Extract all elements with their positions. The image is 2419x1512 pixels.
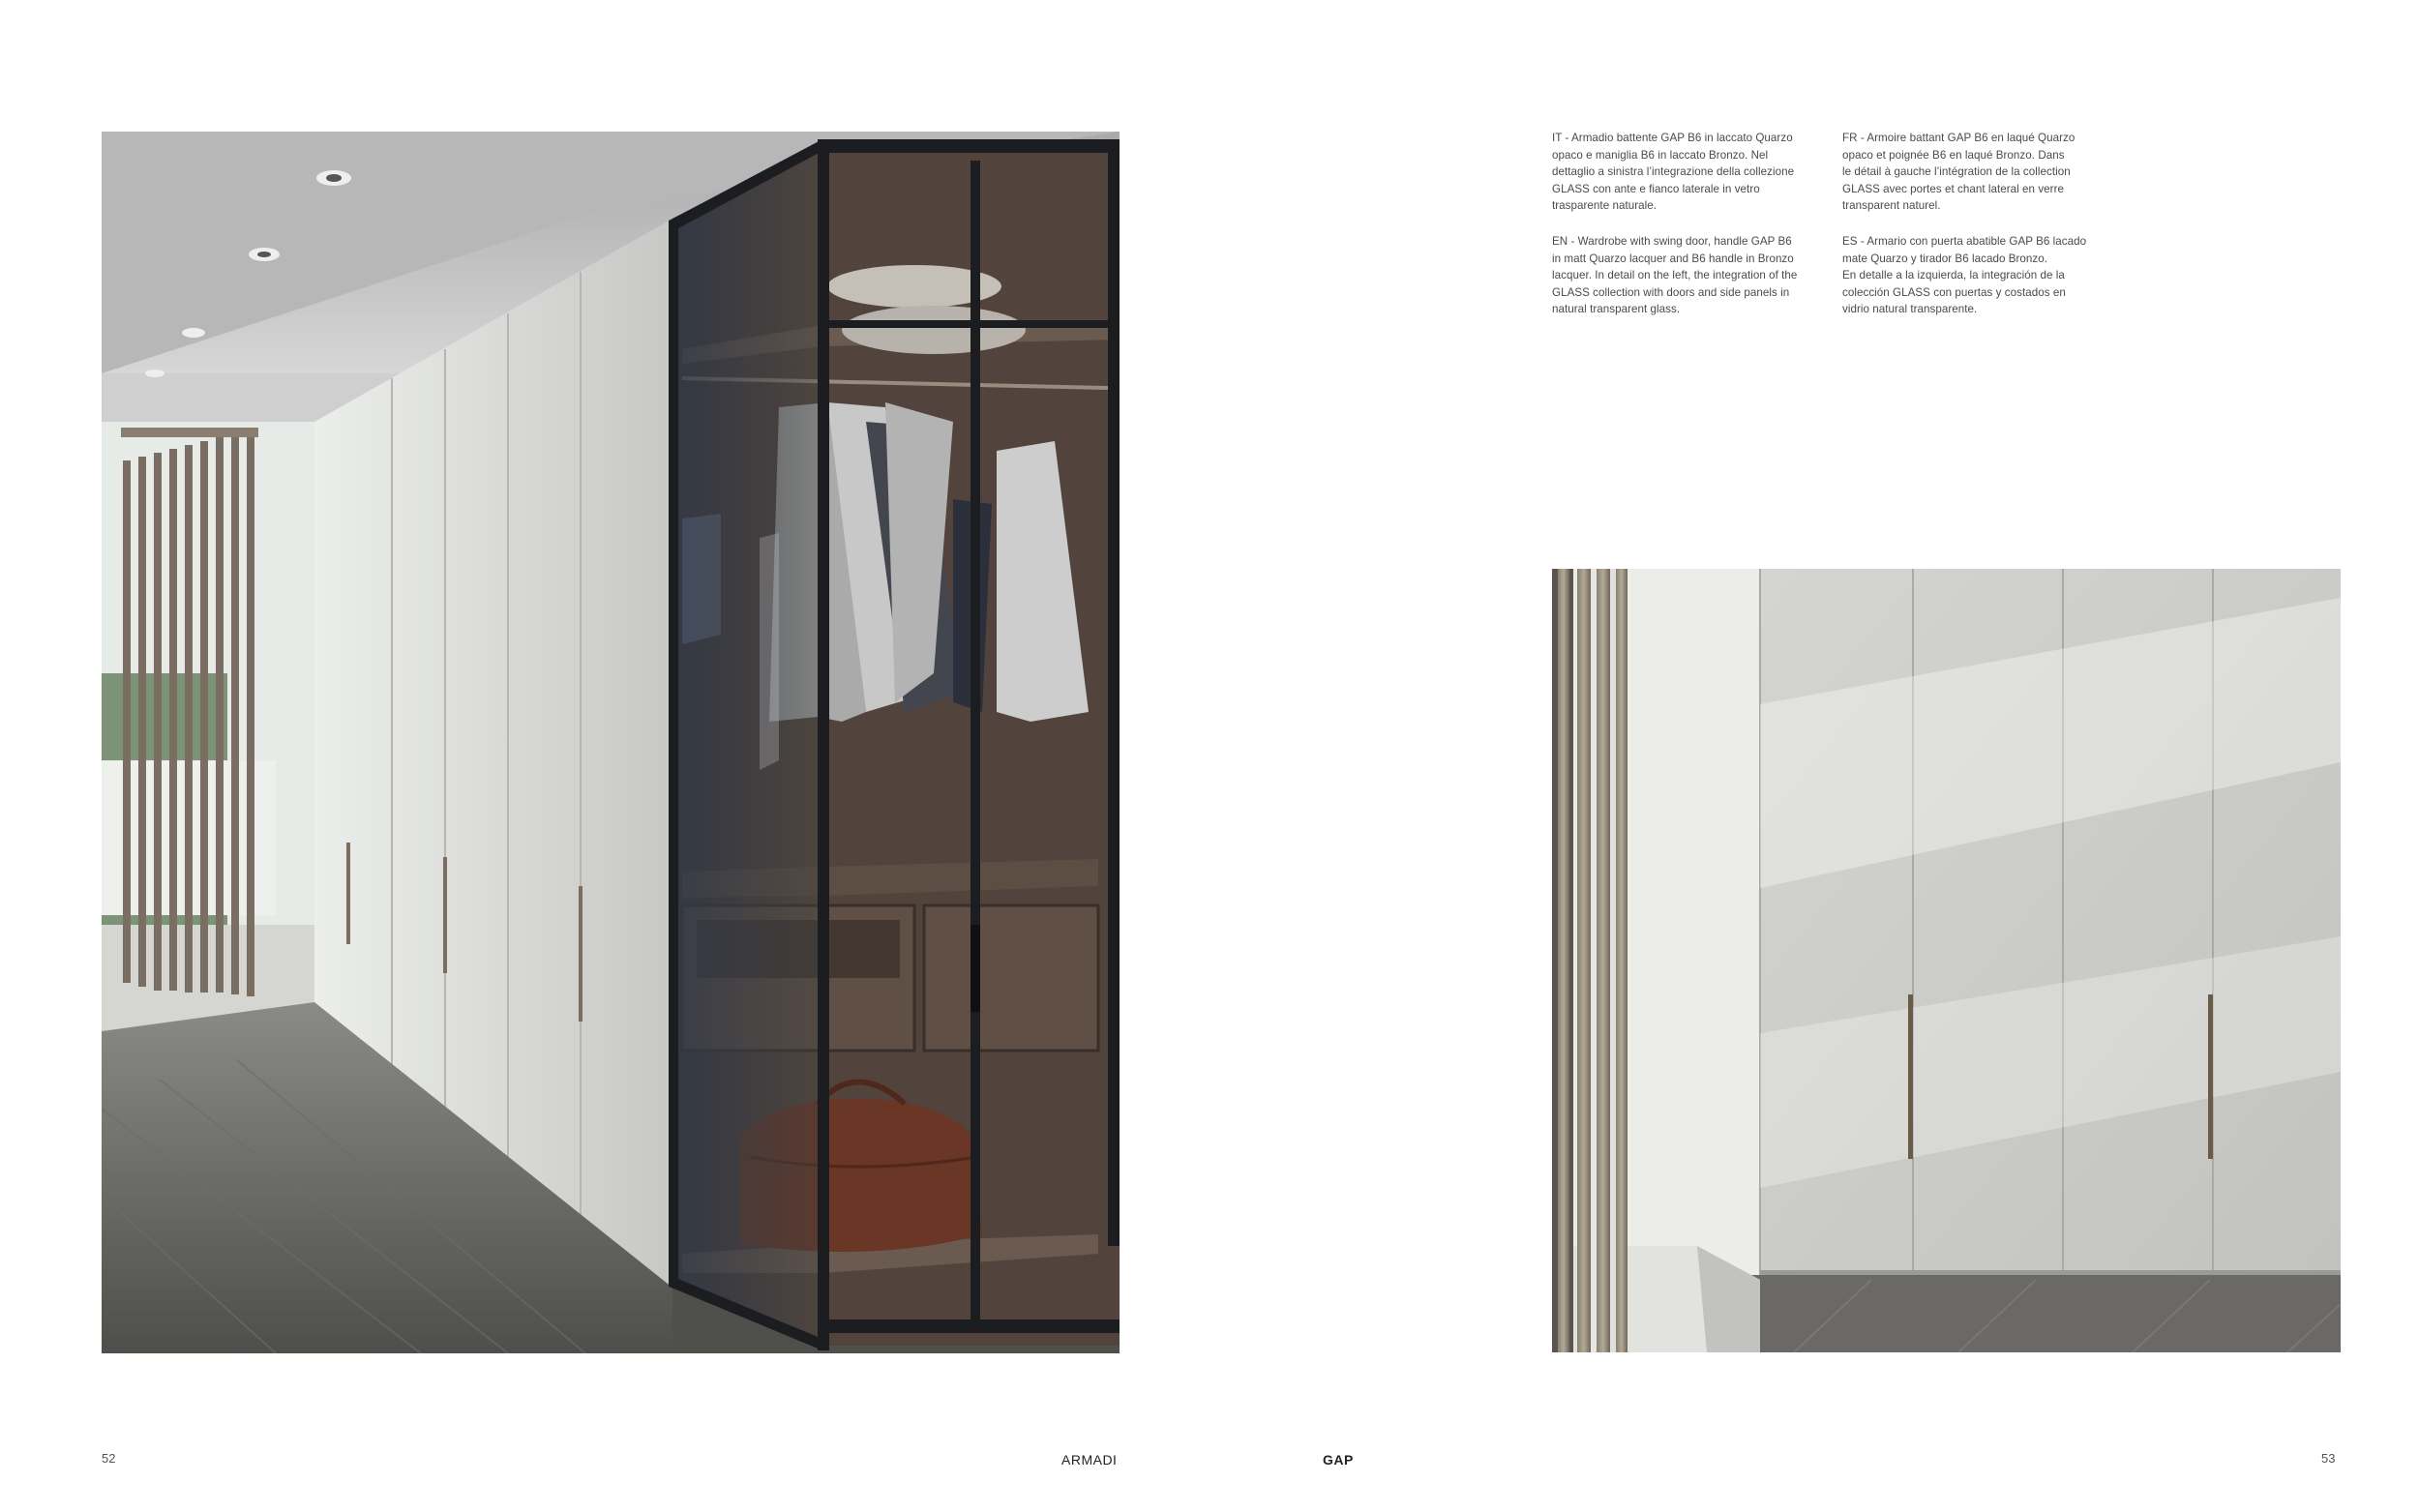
section-label: ARMADI — [1061, 1452, 1118, 1468]
wardrobe-photo-detail — [1552, 569, 2341, 1352]
caption-english: EN - Wardrobe with swing door, handle GAP B6 in matt Quarzo lacquer and B6 handle in Bronzo lacquer. In detail on the left, the integration of the GLASS collection with doors and side panels in natural transparent glass. — [1552, 235, 1798, 316]
wardrobe-photo-main-illustration — [102, 132, 1120, 1353]
caption-italian: IT - Armadio battente GAP B6 in laccato Quarzo opaco e maniglia B6 in laccato Bronzo. Nel dettaglio a sinistra l’integrazione della collezione GLASS con ante e fianco laterale in vetro trasparente naturale. — [1552, 132, 1795, 213]
wardrobe-photo-main — [102, 132, 1120, 1353]
product-label: GAP — [1323, 1452, 1354, 1468]
caption-block — [1552, 130, 2171, 342]
caption-french: FR - Armoire battant GAP B6 en laqué Quarzo opaco et poignée B6 en laqué Bronzo. Dans le détail à gauche l’intégration de la collection GLASS avec portes et chant lateral en verre transparent naturel. — [1842, 132, 2076, 213]
page-number-left: 52 — [102, 1451, 116, 1466]
wardrobe-photo-detail-illustration — [1552, 569, 2341, 1352]
page-number-right: 53 — [2321, 1451, 2336, 1466]
caption-spanish: ES - Armario con puerta abatible GAP B6 lacado mate Quarzo y tirador B6 lacado Bronzo. En detalle a la izquierda, la integración de la colección GLASS con puertas y costados en vidrio natural transparente. — [1842, 235, 2087, 316]
